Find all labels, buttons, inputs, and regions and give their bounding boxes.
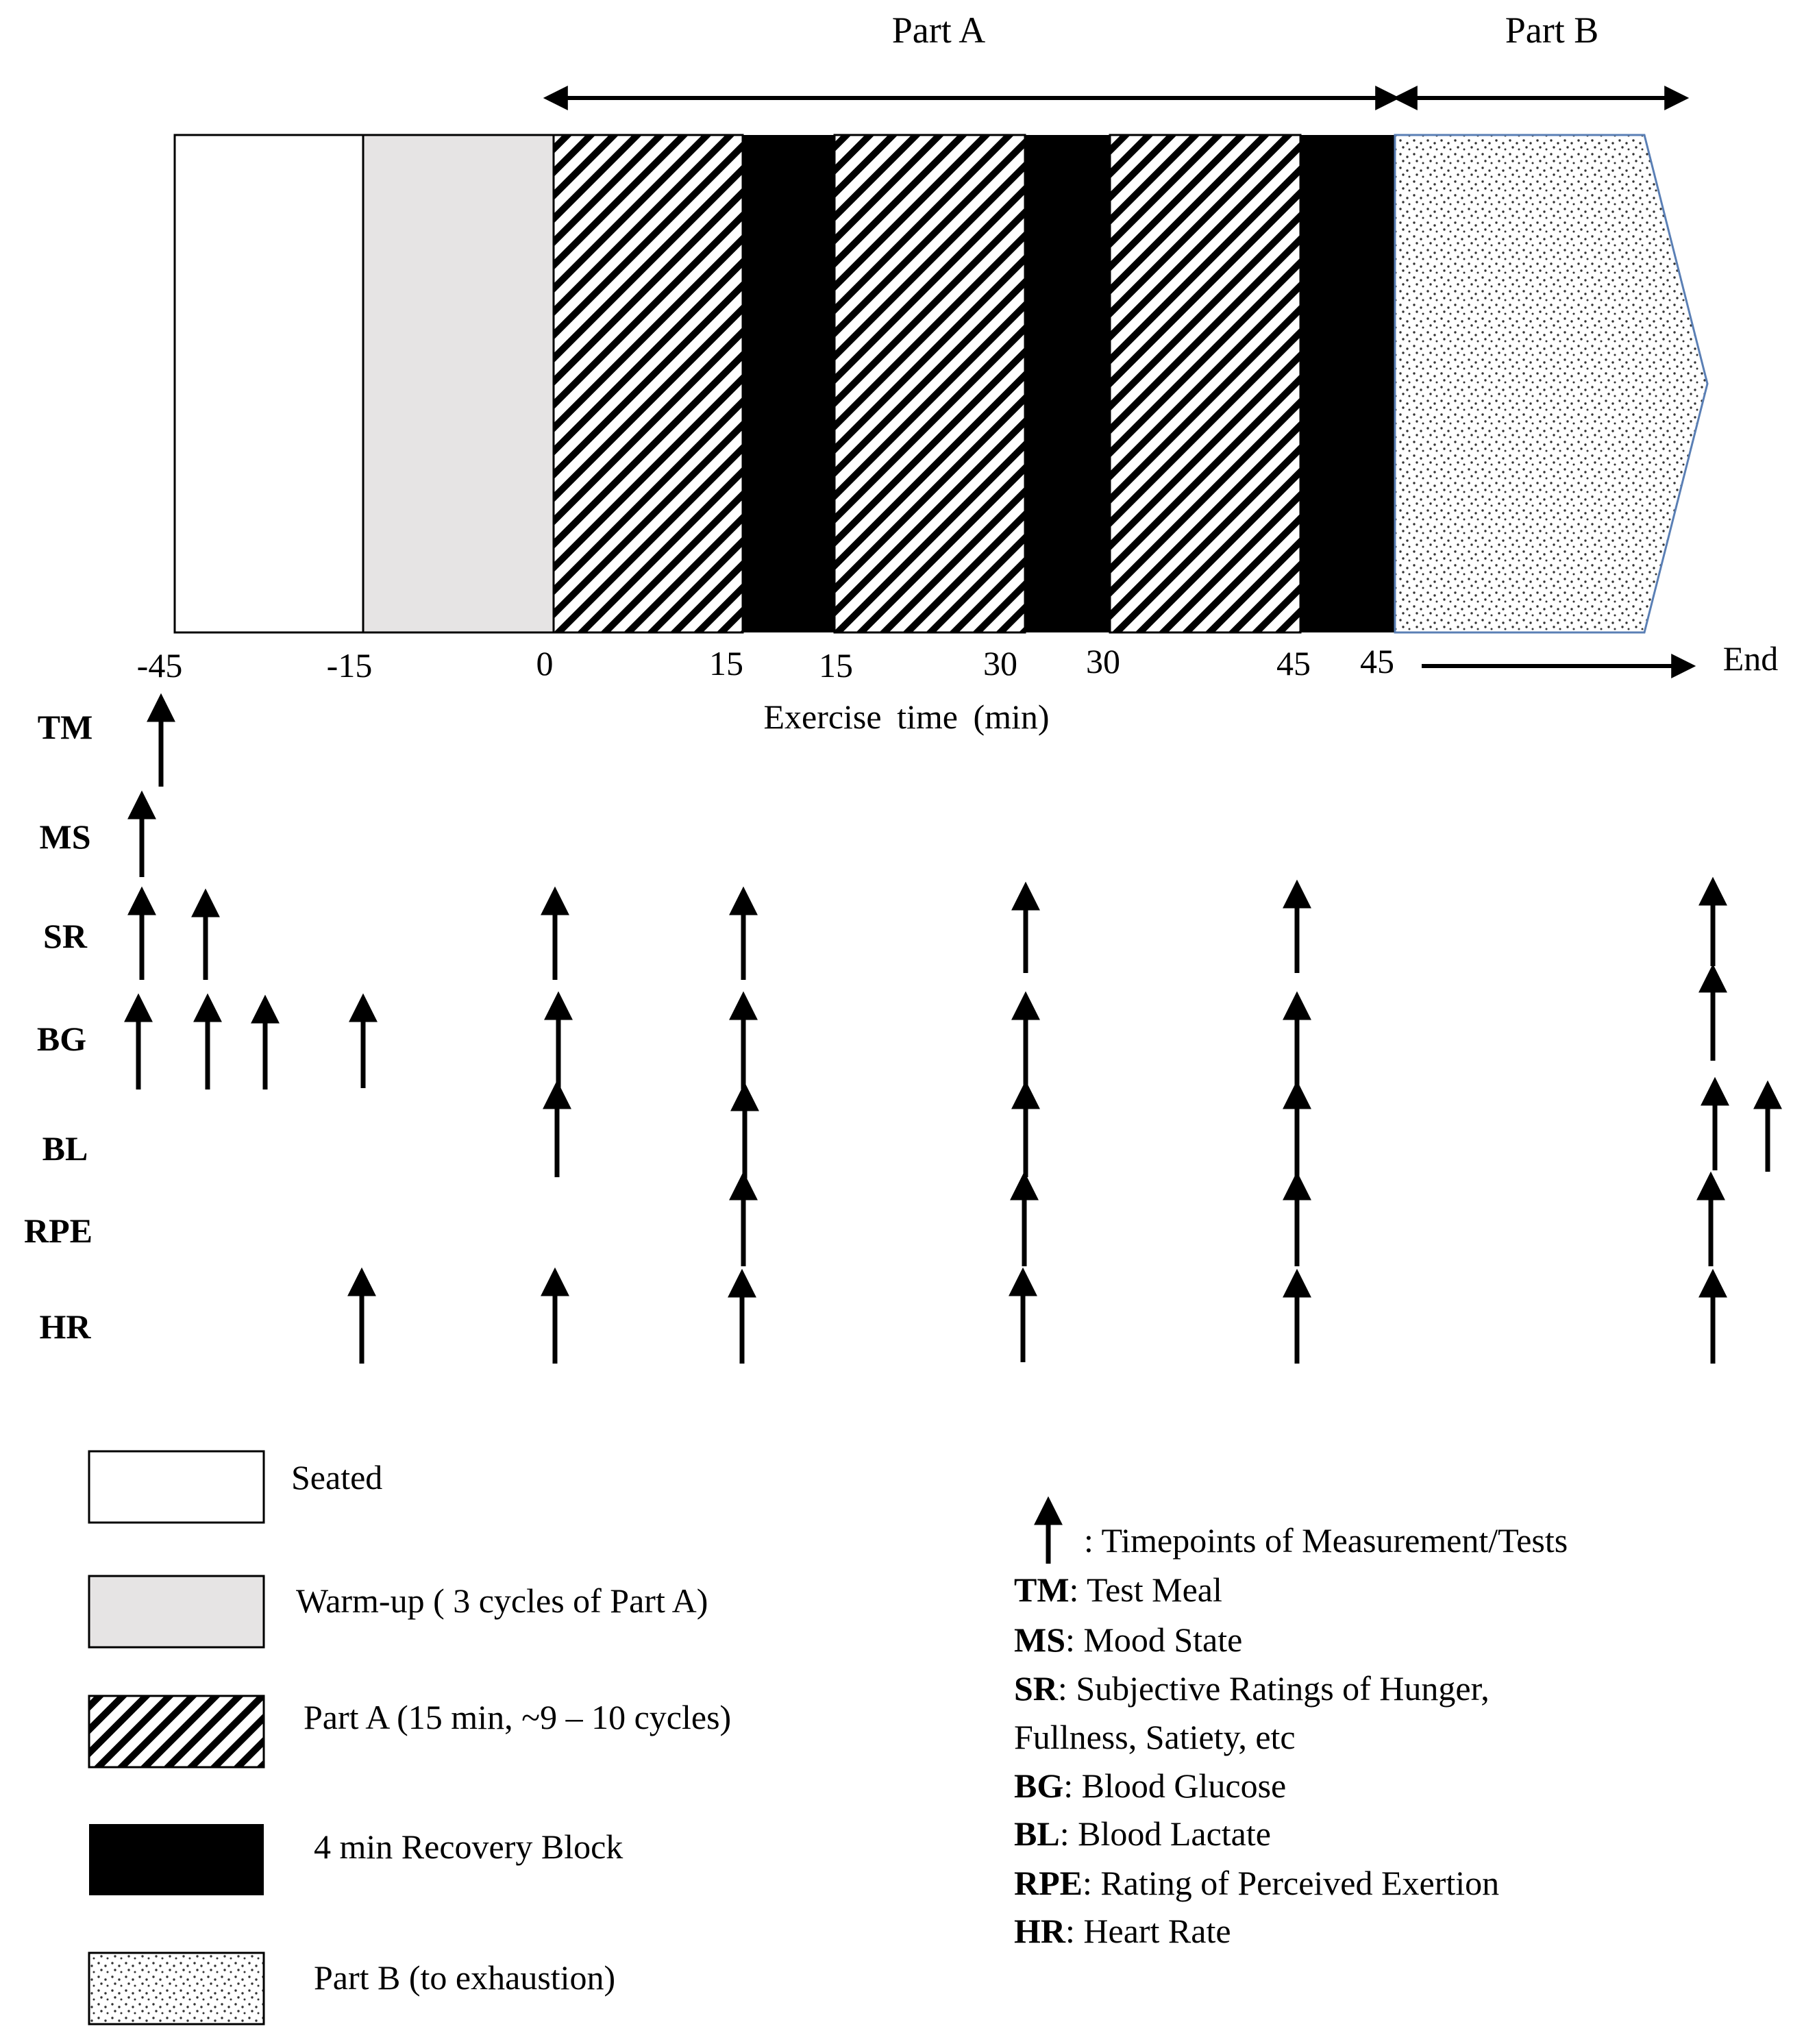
row-label-tm: TM — [37, 708, 93, 746]
key-item: Fullness, Satiety, etc — [1014, 1718, 1296, 1756]
legend-warmup: Warm-up ( 3 cycles of Part A) — [296, 1581, 708, 1620]
legend-seated: Seated — [291, 1458, 383, 1497]
row-label-bg: BG — [36, 1020, 87, 1058]
key-item: HR: Heart Rate — [1014, 1912, 1231, 1950]
key-item: MS: Mood State — [1014, 1621, 1243, 1659]
tick-label: 30 — [1086, 642, 1120, 680]
key-item: SR: Subjective Ratings of Hunger, — [1014, 1669, 1490, 1708]
key-item: TM: Test Meal — [1014, 1571, 1222, 1609]
tick-label: 0 — [536, 644, 554, 682]
part-a-header: Part A — [891, 10, 986, 51]
legend-swatch-recovery — [89, 1824, 264, 1895]
seated-block — [175, 135, 363, 632]
row-label-sr: SR — [43, 917, 87, 955]
tick-label: 45 — [1276, 644, 1311, 682]
tick-label: -45 — [136, 646, 183, 685]
legend — [89, 1451, 731, 2024]
tick-label: -15 — [326, 646, 373, 685]
row-label-hr: HR — [39, 1307, 91, 1346]
part-b-block — [1395, 135, 1707, 632]
timeline-bar — [175, 135, 1707, 632]
part-a-block-1 — [554, 135, 743, 632]
abbreviation-key — [1014, 1502, 1568, 1950]
tick-label: 15 — [709, 644, 743, 682]
legend-swatch-warmup — [89, 1576, 264, 1647]
axis-label: Exercise time (min) — [763, 698, 1050, 736]
row-label-bl: BL — [42, 1129, 88, 1168]
warmup-block — [363, 135, 554, 632]
legend-swatch-part-b — [89, 1953, 264, 2024]
legend-part-b: Part B (to exhaustion) — [314, 1958, 616, 1997]
measurement-arrows — [138, 699, 1768, 1364]
key-item: BG: Blood Glucose — [1014, 1766, 1287, 1805]
recovery-block-3 — [1300, 135, 1395, 632]
recovery-block-1 — [743, 135, 835, 632]
key-item: BL: Blood Lactate — [1014, 1814, 1271, 1853]
tick-label: 30 — [983, 644, 1017, 682]
part-a-block-3 — [1110, 135, 1300, 632]
legend-swatch-part-a — [89, 1696, 264, 1767]
part-b-header: Part B — [1505, 10, 1599, 51]
tick-label: 15 — [819, 646, 853, 685]
recovery-block-2 — [1025, 135, 1110, 632]
legend-swatch-seated — [89, 1451, 264, 1523]
legend-recovery: 4 min Recovery Block — [314, 1827, 623, 1866]
tick-label: 45 — [1360, 642, 1394, 680]
row-label-ms: MS — [39, 817, 91, 856]
legend-part-a: Part A (15 min, ~9 – 10 cycles) — [304, 1698, 732, 1736]
end-label: End — [1722, 639, 1779, 678]
key-item: RPE: Rating of Perceived Exertion — [1014, 1864, 1500, 1902]
part-a-block-2 — [835, 135, 1025, 632]
row-label-rpe: RPE — [24, 1211, 92, 1250]
key-arrow-desc: : Timepoints of Measurement/Tests — [1084, 1521, 1568, 1560]
